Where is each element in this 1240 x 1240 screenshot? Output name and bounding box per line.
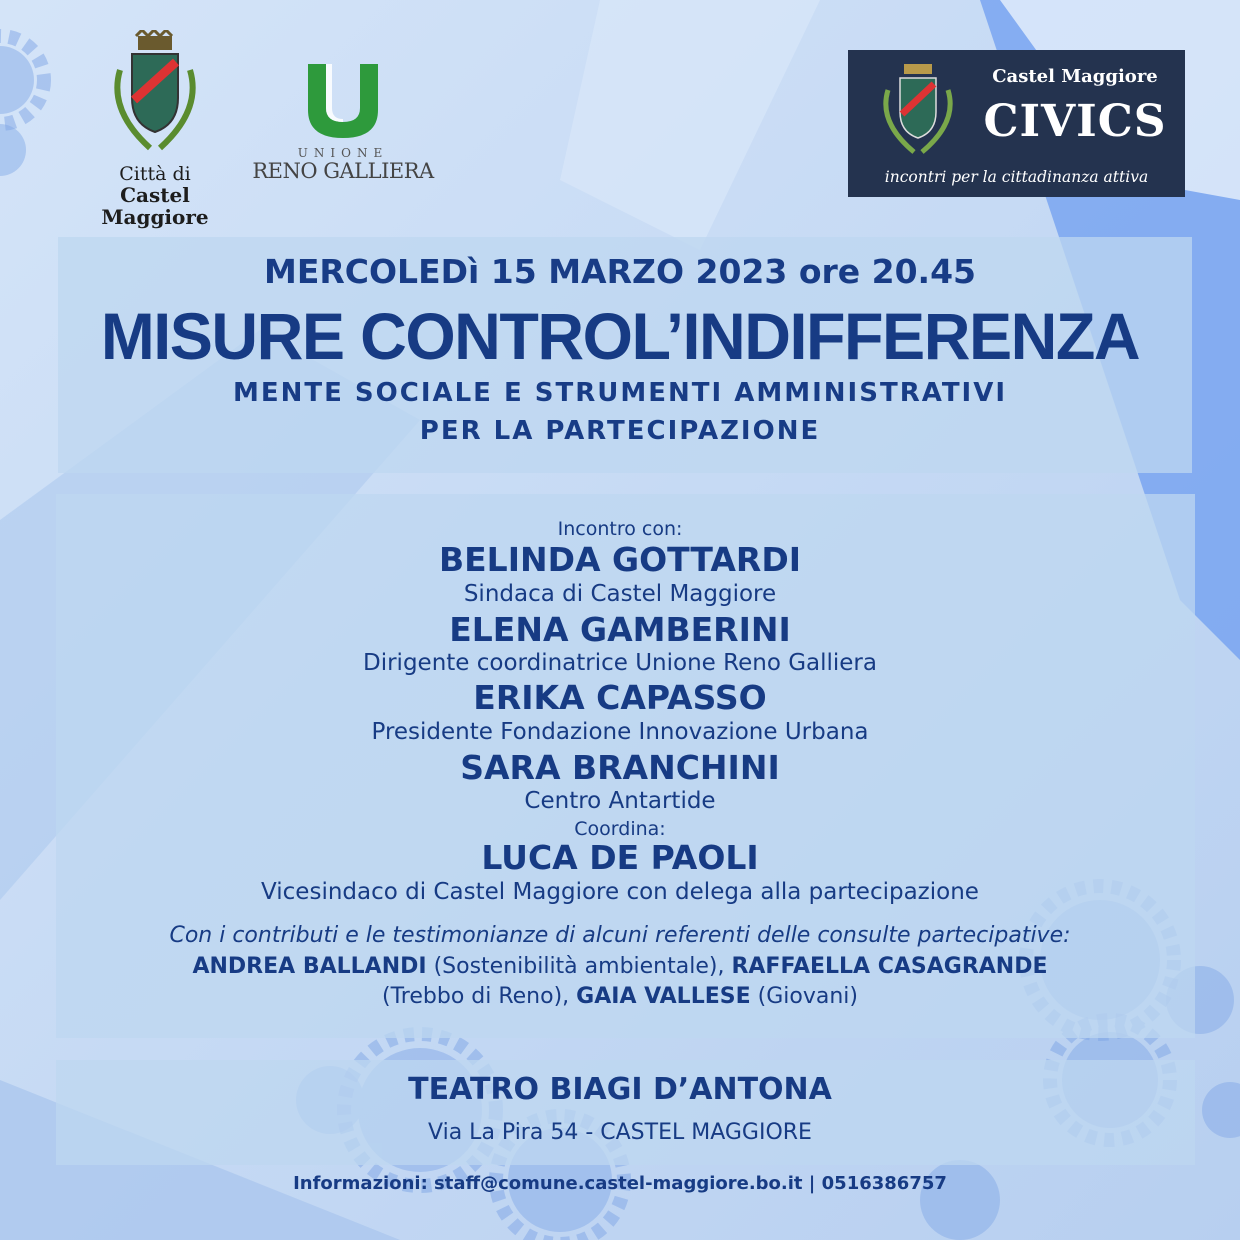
contributions-intro: Con i contributi e le testimonianze di alcuni referenti delle consulte partecipative: [169, 923, 1071, 948]
contributor-note: (Giovani) [757, 984, 858, 1009]
contributor-name: GAIA VALLESE [576, 984, 751, 1009]
city-crest-icon [90, 30, 220, 160]
unione-logo [252, 62, 434, 192]
coordinator-role: Vicesindaco di Castel Maggiore con delega alla partecipazione [261, 879, 979, 905]
speaker-name: ERIKA CAPASSO [473, 678, 767, 717]
speaker-role: Presidente Fondazione Innovazione Urbana [371, 719, 869, 745]
speaker-name: BELINDA GOTTARDI [438, 540, 802, 579]
city-caption-line1: Città di [119, 163, 191, 185]
event-subtitle-line2: PER LA PARTECIPAZIONE [419, 416, 821, 446]
event-subtitle-line1: MENTE SOCIALE E STRUMENTI AMMINISTRATIVI [232, 378, 1008, 408]
civics-line1: Castel Maggiore [992, 66, 1158, 87]
event-title: MISURE CONTROL’INDIFFERENZA [100, 299, 1140, 373]
venue-address: Via La Pira 54 - CASTEL MAGGIORE [428, 1120, 812, 1145]
unione-caption-line1: UNIONE [297, 146, 389, 160]
speaker-role: Sindaca di Castel Maggiore [463, 581, 777, 607]
event-date: MERCOLEDì 15 MARZO 2023 ore 20.45 [263, 252, 977, 291]
unione-u-icon [298, 62, 388, 142]
civics-logo [848, 50, 1185, 197]
speaker-name: ELENA GAMBERINI [449, 610, 791, 649]
venue-name: TEATRO BIAGI D’ANTONA [408, 1072, 832, 1107]
city-logo [64, 30, 246, 229]
civics-crest-icon [870, 60, 966, 160]
coordinator-label: Coordina: [574, 818, 666, 840]
contributor-note: (Trebbo di Reno), [382, 984, 570, 1009]
speaker-role: Dirigente coordinatrice Unione Reno Galliera [363, 650, 877, 676]
city-caption-line2: Castel Maggiore [101, 183, 209, 229]
speaker-name: SARA BRANCHINI [460, 748, 780, 787]
speaker-role: Centro Antartide [524, 788, 716, 814]
contributors-line2 [0, 984, 1240, 1009]
contributor-note: (Sostenibilità ambientale), [433, 954, 725, 979]
unione-caption-line2: RENO GALLIERA [252, 159, 434, 183]
civics-line3: incontri per la cittadinanza attiva [884, 168, 1149, 186]
speakers-intro: Incontro con: [557, 518, 683, 540]
coordinator-name: LUCA DE PAOLI [481, 838, 759, 877]
civics-line2: CIVICS [983, 96, 1167, 147]
contributor-name: RAFFAELLA CASAGRANDE [731, 954, 1048, 979]
contributors-line1 [0, 954, 1240, 979]
contributor-name: ANDREA BALLANDI [192, 954, 427, 979]
contact-info: Informazioni: staff@comune.castel-maggiore.bo.it | 0516386757 [293, 1173, 947, 1194]
